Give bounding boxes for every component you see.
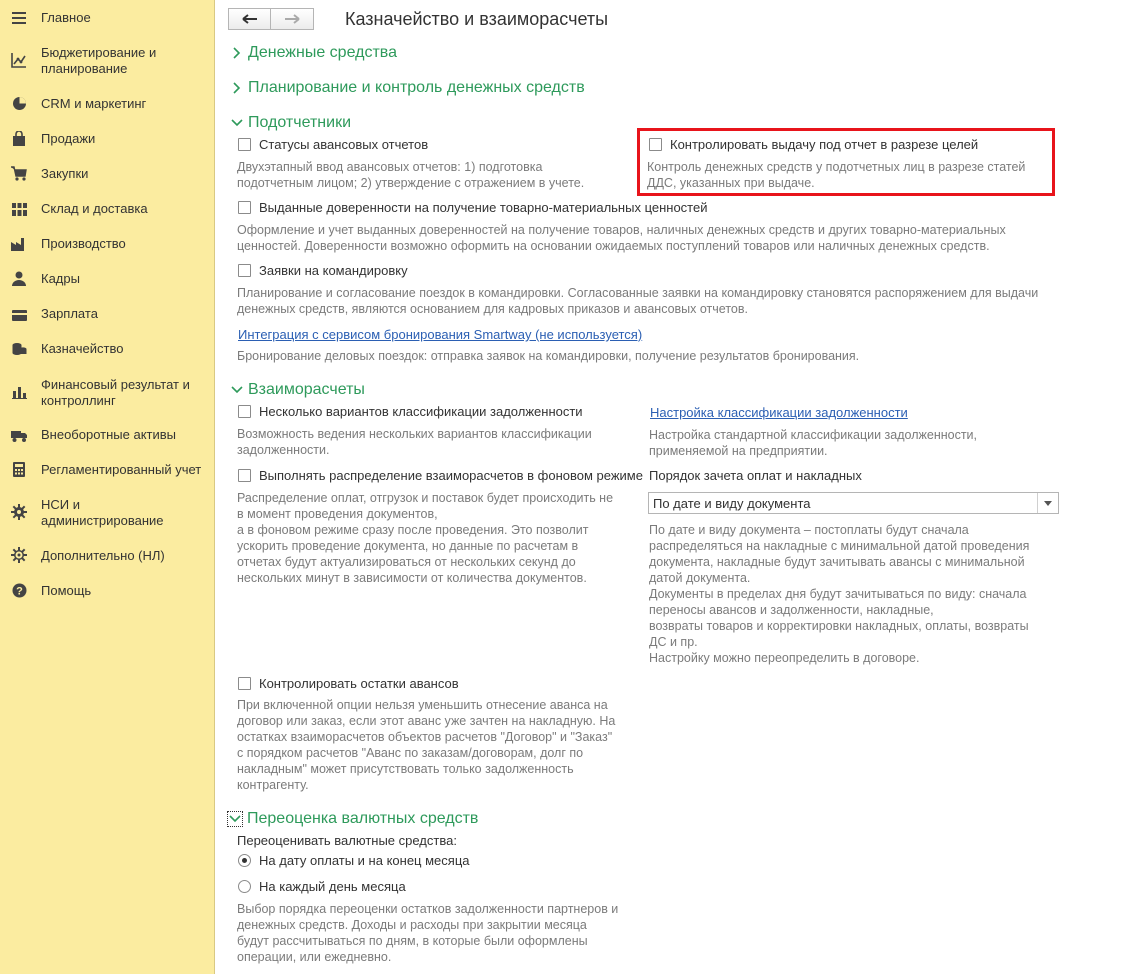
background-desc-line: а в фоновом режиме сразу после проведения. Это позволит: [237, 523, 589, 537]
advance-balance-desc-line: накладным" может присутствовать только задолженность: [237, 762, 574, 776]
debt-classification-desc-line: Настройка стандартной классификации задолженности,: [649, 428, 978, 442]
sidebar-item-extra[interactable]: [0, 547, 214, 565]
page-title: Казначейство и взаиморасчеты: [345, 9, 609, 29]
pie-chart-icon: [11, 95, 27, 111]
background-desc-line: нескольких минут в зависимости от количества документов.: [237, 571, 587, 585]
chevron-down-icon: [230, 383, 244, 397]
offset-order-desc-line: По дате и виду документа – постоплаты будут сначала: [649, 523, 969, 537]
revaluation-desc-line: Выбор порядка переоценки остатков задолженности партнеров и: [237, 902, 619, 916]
sidebar-item-main[interactable]: [0, 9, 214, 27]
dropdown-arrow-icon[interactable]: [1037, 493, 1058, 513]
background-desc-line: отчетах будут актуализироваться от нескольких секунд до: [237, 555, 576, 569]
gear-outline-icon: [11, 547, 27, 563]
control-purpose-desc-line: Контроль денежных средств у подотчетных лиц в разрезе статей: [647, 160, 1026, 174]
sidebar: [0, 0, 215, 974]
sidebar-item-label: Регламентированный учет: [41, 462, 202, 477]
truck-icon: [11, 427, 27, 443]
sidebar-item-admin[interactable]: [0, 496, 214, 530]
smartway-desc: Бронирование деловых поездок: отправка заявок на командировки, получение результатов бронирования.: [237, 349, 860, 363]
background-desc-line: в момент проведения документов,: [237, 507, 438, 521]
sidebar-item-label: Помощь: [41, 583, 92, 598]
offset-order-value: По дате и виду документа: [653, 495, 811, 511]
sidebar-item-label: Зарплата: [41, 306, 98, 321]
debt-classification-link[interactable]: Настройка классификации задолженности: [650, 405, 908, 420]
arrow-left-icon: [242, 14, 258, 24]
section-title: Планирование и контроль денежных средств: [248, 79, 585, 96]
factory-icon: [11, 235, 27, 251]
wallet-icon: [11, 307, 27, 323]
chevron-down-icon: [230, 116, 244, 130]
advance-balance-label: Контролировать остатки авансов: [259, 676, 459, 691]
debt-variants-desc-line: Возможность ведения нескольких вариантов классификации: [237, 427, 592, 441]
radio-every-day-label: На каждый день месяца: [259, 879, 406, 894]
power-of-attorney-checkbox[interactable]: [238, 201, 251, 214]
sidebar-item-label: Бюджетирование и планирование: [41, 45, 157, 76]
sidebar-item-sales[interactable]: [0, 130, 214, 148]
sidebar-item-label: Производство: [41, 236, 126, 251]
coins-icon: [11, 340, 27, 356]
background-desc-line: Распределение оплат, отгрузок и поставок будет происходить не: [237, 491, 614, 505]
sidebar-item-label: Кадры: [41, 271, 80, 286]
offset-order-desc-line: Настройку можно переопределить в договоре.: [649, 651, 920, 665]
offset-order-label: Порядок зачета оплат и накладных: [649, 468, 862, 483]
background-desc-line: ускорить проведение документа, но данные по расчетам в: [237, 539, 579, 553]
revaluation-heading: Переоценивать валютные средства:: [237, 833, 457, 848]
background-distribution-label: Выполнять распределение взаиморасчетов в фоновом режиме: [259, 468, 643, 483]
offset-order-desc-line: возвраты товаров и корректировки накладных, оплаты, возвраты: [649, 619, 1029, 633]
statuses-desc-line: подотчетным лицом; 2) утверждение с отражением в учете.: [237, 176, 585, 190]
svg-text:?: ?: [15, 585, 23, 597]
power-of-attorney-desc-line: ценностей. Доверенности возможно оформить на основании ожидаемых поступлений товаров или наличных денежных средств.: [237, 239, 990, 253]
warehouse-grid-icon: [11, 201, 27, 217]
nav-buttons: [228, 8, 316, 30]
sidebar-item-fixed-assets[interactable]: [0, 426, 214, 444]
forward-button[interactable]: [271, 8, 314, 30]
advance-balance-desc-line: контрагенту.: [237, 778, 309, 792]
sidebar-item-finresult[interactable]: [0, 376, 214, 410]
chevron-down-icon: [227, 811, 243, 827]
shopping-bag-icon: [11, 130, 27, 146]
revaluation-desc-line: операции, или ежедневно.: [237, 950, 392, 964]
section-title: Переоценка валютных средств: [247, 810, 479, 827]
sidebar-item-label: Финансовый результат и контроллинг: [41, 377, 190, 408]
business-trip-checkbox[interactable]: [238, 264, 251, 277]
offset-order-desc-line: Документы в пределах дня будут зачитываться по виду: сначала: [649, 587, 1027, 601]
sidebar-item-label: CRM и маркетинг: [41, 96, 147, 111]
person-icon: [11, 270, 27, 286]
control-purpose-label: Контролировать выдачу под отчет в разрезе целей: [670, 137, 979, 152]
chevron-right-icon: [230, 81, 244, 95]
background-distribution-checkbox[interactable]: [238, 469, 251, 482]
sidebar-item-label: Закупки: [41, 166, 89, 181]
smartway-link[interactable]: Интеграция с сервисом бронирования Smartway (не используется): [238, 327, 643, 342]
sidebar-item-salary[interactable]: [0, 305, 214, 323]
debt-variants-label: Несколько вариантов классификации задолженности: [259, 404, 583, 419]
radio-payment-date-month-end[interactable]: [238, 854, 251, 867]
section-revaluation[interactable]: [227, 810, 478, 828]
sidebar-item-regulated[interactable]: [0, 461, 214, 479]
advance-balance-checkbox[interactable]: [238, 677, 251, 690]
radio-every-day[interactable]: [238, 880, 251, 893]
advance-balance-desc-line: остатках взаиморасчетов объектов расчетов "Договор" и "Заказ": [237, 730, 613, 744]
arrow-right-icon: [284, 14, 300, 24]
menu-icon: [11, 10, 27, 26]
revaluation-desc-line: денежных средств. Доходы и расходы при закрытии месяца: [237, 918, 587, 932]
chevron-right-icon: [230, 46, 244, 60]
offset-order-desc-line: распределяться на накладные с минимальной датой проведения: [649, 539, 1030, 553]
offset-order-select[interactable]: [648, 492, 1059, 514]
control-purpose-desc-line: ДДС, указанных при выдаче.: [647, 176, 815, 190]
sidebar-item-help[interactable]: [0, 582, 214, 600]
advance-balance-desc-line: договор или заказ, если этот аванс уже зачтен на накладную. На: [237, 714, 616, 728]
power-of-attorney-desc-line: Оформление и учет выданных доверенностей на получение товаров, наличных денежных средств и других товарно-материальных: [237, 223, 1006, 237]
offset-order-desc-line: переносы авансов и задолженности, накладные,: [649, 603, 934, 617]
sidebar-item-label: Главное: [41, 10, 91, 25]
advance-balance-desc-line: При включенной опции нельзя уменьшить отнесение аванса на: [237, 698, 608, 712]
calculator-icon: [11, 461, 27, 477]
offset-order-desc-line: документа, накладные будут зачитывать авансы с минимальной: [649, 555, 1025, 569]
sidebar-item-label: Внеоборотные активы: [41, 427, 177, 442]
statuses-checkbox[interactable]: [238, 138, 251, 151]
section-money[interactable]: [230, 44, 397, 62]
section-title: Взаиморасчеты: [248, 381, 365, 398]
debt-variants-checkbox[interactable]: [238, 405, 251, 418]
control-purpose-checkbox[interactable]: [649, 138, 662, 151]
sidebar-item-treasury[interactable]: [0, 340, 214, 358]
sidebar-item-purchases[interactable]: [0, 165, 214, 183]
back-button[interactable]: [228, 8, 271, 30]
business-trip-desc-line: денежных средств, являются основанием для кадровых приказов и авансовых отчетов.: [237, 302, 748, 316]
sidebar-item-hr[interactable]: [0, 270, 214, 288]
sidebar-item-label: Казначейство: [41, 341, 124, 356]
business-trip-label: Заявки на командировку: [259, 263, 408, 278]
section-planning[interactable]: [230, 79, 585, 97]
sidebar-item-label: Склад и доставка: [41, 201, 148, 216]
sidebar-item-production[interactable]: [0, 235, 214, 253]
section-settlements[interactable]: [230, 381, 365, 399]
section-title: Денежные средства: [248, 44, 397, 61]
power-of-attorney-label: Выданные доверенности на получение товарно-материальных ценностей: [259, 200, 708, 215]
section-title: Подотчетники: [248, 114, 351, 131]
business-trip-desc-line: Планирование и согласование поездок в командировки. Согласованные заявки на командировку становятся распоряжением для выдачи: [237, 286, 1039, 300]
offset-order-desc-line: ДС и пр.: [649, 635, 698, 649]
sidebar-item-label: Продажи: [41, 131, 96, 146]
statuses-label: Статусы авансовых отчетов: [259, 137, 429, 152]
radio-payment-date-month-end-label: На дату оплаты и на конец месяца: [259, 853, 470, 868]
cart-icon: [11, 165, 27, 181]
help-icon: [11, 582, 27, 598]
sidebar-item-budgeting[interactable]: [0, 44, 214, 78]
bar-chart-icon: [11, 384, 27, 400]
main-content: [215, 0, 1130, 974]
offset-order-desc-line: датой документа.: [649, 571, 751, 585]
sidebar-item-crm[interactable]: [0, 95, 214, 113]
advance-balance-desc-line: с порядком расчетов "Аванс по заказам/договорам, долг по: [237, 746, 584, 760]
budget-chart-icon: [11, 52, 27, 68]
debt-classification-desc-line: применяемой на предприятии.: [649, 444, 828, 458]
sidebar-item-label: НСИ и администрирование: [41, 497, 164, 528]
debt-variants-desc-line: задолженности.: [237, 443, 330, 457]
statuses-desc-line: Двухэтапный ввод авансовых отчетов: 1) подготовка: [237, 160, 543, 174]
gear-icon: [11, 504, 27, 520]
section-accountable[interactable]: [230, 114, 351, 132]
sidebar-item-label: Дополнительно (НЛ): [41, 548, 165, 563]
revaluation-desc-line: будут рассчитываться по дням, в которые были оформлены: [237, 934, 588, 948]
sidebar-item-warehouse[interactable]: [0, 200, 214, 218]
